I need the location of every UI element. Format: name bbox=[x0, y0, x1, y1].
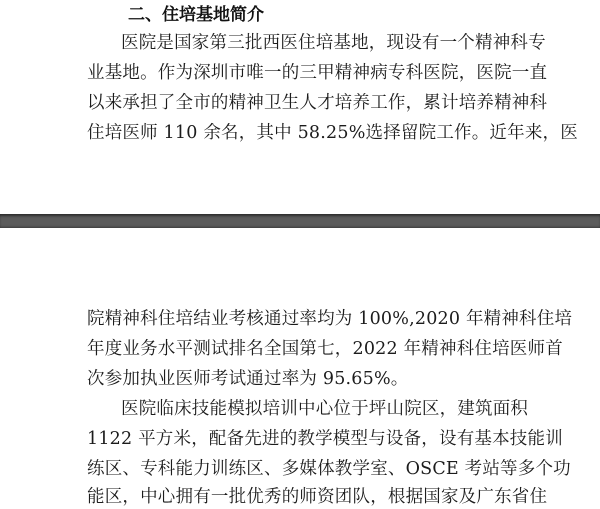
paragraph-line: 1122 平方米，配备先进的教学模型与设备，设有基本技能训 bbox=[87, 429, 563, 449]
paragraph-line: 医院是国家第三批西医住培基地，现设有一个精神科专 bbox=[121, 33, 546, 53]
paragraph-line: 住培医师 110 余名，其中 58.25%选择留院工作。近年来，医 bbox=[87, 123, 578, 143]
paragraph-line: 次参加执业医师考试通过率为 95.65%。 bbox=[87, 369, 409, 389]
document-page-lower bbox=[0, 228, 600, 509]
document-page-upper bbox=[0, 0, 600, 214]
page-separator bbox=[0, 214, 600, 228]
paragraph-line: 能区，中心拥有一批优秀的师资团队，根据国家及广东省住 bbox=[87, 487, 548, 507]
paragraph-line: 以来承担了全市的精神卫生人才培养工作，累计培养精神科 bbox=[87, 93, 548, 113]
paragraph-line: 业基地。作为深圳市唯一的三甲精神病专科医院，医院一直 bbox=[87, 63, 548, 83]
paragraph-line: 医院临床技能模拟培训中心位于坪山院区，建筑面积 bbox=[121, 399, 529, 419]
section-heading: 二、住培基地简介 bbox=[128, 5, 264, 25]
paragraph-line: 年度业务水平测试排名全国第七，2022 年精神科住培医师首 bbox=[87, 339, 563, 359]
paragraph-line: 院精神科住培结业考核通过率均为 100%,2020 年精神科住培 bbox=[87, 309, 573, 329]
paragraph-line: 练区、专科能力训练区、多媒体教学室、OSCE 考站等多个功 bbox=[87, 459, 571, 479]
